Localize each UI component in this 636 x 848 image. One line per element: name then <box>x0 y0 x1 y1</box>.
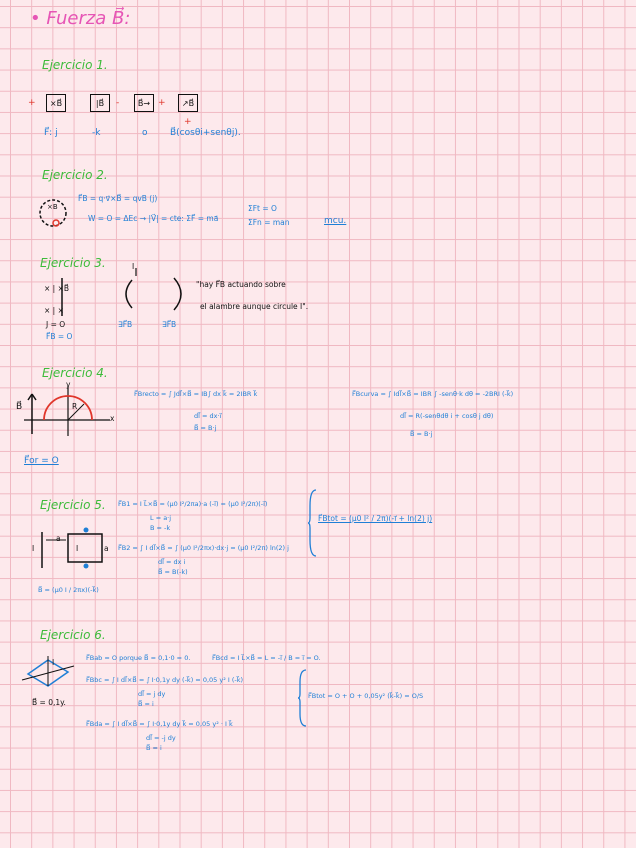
ej4-semicircle-diagram <box>14 380 124 440</box>
ej6-force-da-b: dl⃗ = -j dy <box>146 734 176 742</box>
ej5-label-a2: a <box>104 544 109 553</box>
ej1-answer-1: F⃗: j <box>44 128 58 138</box>
ej1-sign-1: + <box>28 98 36 108</box>
ej4-r-label: R <box>72 402 78 411</box>
ej1-answer-3: o <box>142 128 148 138</box>
ej5-label-i1: I <box>32 544 35 553</box>
ej6-heading: Ejercicio 6. <box>40 628 106 642</box>
ej1-box-2: |B⃗ <box>90 94 110 112</box>
ej3-quote-2: el alambre aunque circule I". <box>200 302 309 311</box>
ej1-sign-4: + <box>184 117 192 127</box>
ej4-recto-2: dl⃗ = dx·i⃗ <box>194 412 222 420</box>
ej5-circuit-diagram <box>28 524 112 574</box>
ej5-force-1: F⃗B1 = I L⃗×B⃗ = (μ0 I²/2πa)·a (-i⃗) = (μ0 I²/2π)(-i⃗) <box>118 500 268 508</box>
ej6-force-da-c: B⃗ = i <box>146 744 162 752</box>
ej1-answer-4: B⃗(cosθi+senθj). <box>170 128 241 138</box>
ej4-curva-2: dl⃗ = R(-senθdθ i + cosθ j dθ) <box>400 412 494 420</box>
ej2-system-2: ΣFn = man <box>248 218 290 227</box>
ej5-heading: Ejercicio 5. <box>40 498 106 512</box>
ej6-force-bc-c: B⃗ = i <box>138 700 154 708</box>
brace-path <box>308 490 316 556</box>
ej3-heading: Ejercicio 3. <box>40 256 106 270</box>
ej6-loop-diagram <box>20 652 80 692</box>
ej1-sign-3: + <box>158 98 166 108</box>
ej2-line-2: W = O = ΔEc → |V⃗| = cte: ΣF⃗ = ma⃗ <box>88 214 219 223</box>
ej5-total-force: F⃗Btot = (μ0 I² / 2π)(-i⃗ + ln(2) j) <box>318 514 433 523</box>
ej3-fb-zero: F⃗B = O <box>46 332 73 341</box>
ej6-brace <box>298 668 308 728</box>
ej5-brace <box>308 488 318 558</box>
ej4-b-label: B⃗ <box>16 402 23 412</box>
ej5-force-2: F⃗B2 = ∫ I dl⃗×B⃗ = ∫ (μ0 I²/2πx)·dx·j = (μ0 I²/2π) ln(2) j <box>118 544 289 552</box>
ej1-box-3: B⃗→ <box>134 94 154 112</box>
ej3-j-zero: J = O <box>46 320 66 329</box>
ej5-force-1c: B = -k <box>150 524 171 532</box>
ej5-label-i2: I <box>76 544 79 553</box>
ej3-marks-bottom: × | × <box>44 306 64 315</box>
ej4-x-label: x <box>110 414 115 423</box>
current-dot-top <box>84 528 89 533</box>
ej6-force-bc: F⃗Bbc = ∫ I dl⃗×B⃗ = ∫ I·0,1y dy (-k⃗) = 0,05 y² I (-k⃗) <box>86 676 244 684</box>
ej4-curva-3: B⃗ = B·j <box>410 430 433 438</box>
ej5-label-a1: a <box>56 534 61 543</box>
ej6-force-da: F⃗Bda = ∫ I dl⃗×B⃗ = ∫ I·0,1y dy k⃗ = 0,05 y² · I k⃗ <box>86 720 233 728</box>
ej2-result: mcu. <box>324 216 347 226</box>
ej2-heading: Ejercicio 2. <box>42 168 108 182</box>
ej2-line-1: F⃗B = q·v⃗×B⃗ = qvB (j) <box>78 194 158 203</box>
ej5-b-field: B⃗ = (μ0 I / 2πx)(-k⃗) <box>38 586 99 594</box>
ej5-force-2c: B⃗ = B(-k) <box>158 568 188 576</box>
ej4-recto-3: B⃗ = B·j <box>194 424 217 432</box>
ej4-curva-1: F⃗Bcurva = ∫ Idl⃗×B⃗ = IBR ∫ -senθ·k dθ = -2BRI (-k⃗) <box>352 390 514 398</box>
ej1-sign-2: - <box>116 98 120 108</box>
rect-loop <box>68 534 102 562</box>
ej1-box-1: ×B⃗ <box>46 94 66 112</box>
curved-wire-left <box>126 280 132 308</box>
current-dot-bottom <box>84 564 89 569</box>
ej5-force-1b: L = a·j <box>150 514 172 522</box>
ej4-total-force: F⃗or = O <box>24 456 59 466</box>
page-title: • Fuerza B⃗: <box>30 8 131 29</box>
ej2-system-1: ΣFt = O <box>248 204 277 213</box>
ej3-current-label: I <box>132 262 135 271</box>
brace-path <box>298 670 306 726</box>
ej4-y-label: y <box>66 380 71 389</box>
curved-wire-right <box>174 278 181 310</box>
orbit-b-label: ×B <box>47 203 58 211</box>
ej6-loop-label: I <box>52 658 55 667</box>
ej6-b-def: B⃗ = 0,1y. <box>32 698 66 707</box>
ej6-total-force: F⃗Btot = O + O + 0,05y² (k⃗-k⃗) = O/S <box>308 692 424 700</box>
ej6-force-cd: F⃗Bcd = I L⃗×B⃗ = L = -i⃗ / B = i⃗ = O. <box>212 654 321 662</box>
ej2-orbit-diagram <box>36 196 70 230</box>
ej4-heading: Ejercicio 4. <box>42 366 108 380</box>
ej3-exists-1: ∃F⃗B <box>118 320 133 329</box>
ej3-exists-2: ∃F⃗B <box>162 320 177 329</box>
ej4-recto-1: F⃗Brecto = ∫ Jdl⃗×B⃗ = IB∫ dx k⃗ = 2IBR k⃗ <box>134 390 258 398</box>
ej3-marks-top: × | ×B⃗ <box>44 284 70 293</box>
ej1-box-4: ↗B⃗ <box>178 94 198 112</box>
ej5-force-2b: dl⃗ = dx i <box>158 558 186 566</box>
ej3-quote-1: "hay F⃗B actuando sobre <box>196 280 286 289</box>
ej1-answer-2: -k <box>92 128 101 138</box>
ej1-heading: Ejercicio 1. <box>42 58 108 72</box>
ej6-force-ab: F⃗Bab = O porque B⃗ = 0,1·0 = 0. <box>86 654 191 662</box>
ej6-force-bc-b: dl⃗ = j dy <box>138 690 166 698</box>
